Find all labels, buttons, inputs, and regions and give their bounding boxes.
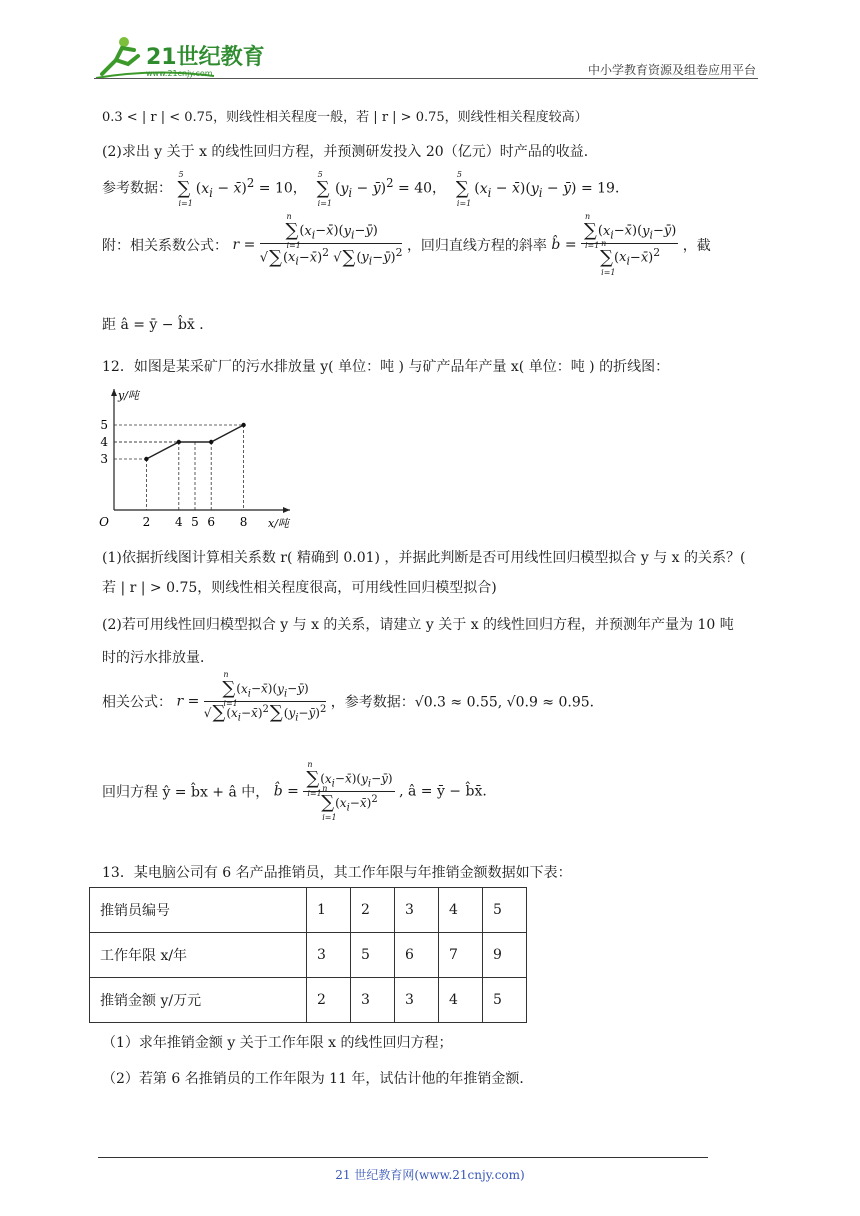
q12-b-formula: ∑ n i=1 $(x_i-x̄)(y_i-ȳ)$ ∑ n i=1 $(x_i-x̄)^2$ <box>303 770 394 813</box>
q12-part2a: (2)若可用线性回归模型拟合 y 与 x 的关系，请建立 y 关于 x 的线性回归方程，并预测年产量为 10 吨 <box>102 617 734 633</box>
q12-r-formula: ∑ n i=1 $(x_i-x̄)(y_i-ȳ)$ $√\sum(x_i-x̄)^2\sum(y_i-ȳ)^2$ <box>203 670 327 724</box>
data-point <box>177 440 181 444</box>
runner-icon <box>94 34 264 82</box>
x-axis-label: x/吨 <box>268 517 289 530</box>
logo-subtext: www.21cnjy.com <box>146 69 213 78</box>
table-cell: 9 <box>483 933 527 978</box>
table-cell: 5 <box>351 933 395 978</box>
ref-label: 参考数据： <box>102 180 172 197</box>
slope-formula: ∑ n i=1 $(x_i-x̄)(y_i-ȳ)$ ∑ n i=1 $(x_i-x̄)^2$ <box>581 222 678 268</box>
reg-tail: , â = ȳ − b̂x̄. <box>399 783 487 800</box>
y-axis-label: y/吨 <box>118 389 139 402</box>
formula-label: 附：相关系数公式： <box>102 238 228 255</box>
q11-formula-line: 附：相关系数公式： r = ∑ n i=1 $(x_i-x̄)(y_i-ȳ)$ $√\sum(x_i-x̄)^2$ $√\sum(y_i-ȳ)^2$ ，回归直线方程的斜率 b̂ = ∑ n i=1 $(x_i-x̄)(y_i-ȳ)$ ∑ n i=1 $(x_i-x̄)^2$ ，截 <box>102 212 711 277</box>
q11-line1: 0.3 < | r | < 0.75，则线性相关程度一般，若 | r | > 0.75，则线性相关程度较高） <box>102 110 588 125</box>
ref-value-1: = 10， <box>258 180 307 197</box>
y-tick-label: 5 <box>100 418 108 432</box>
table-cell: 3 <box>351 978 395 1023</box>
q12-stem: 12．如图是某采矿厂的污水排放量 y( 单位：吨 ) 与矿产品年产量 x( 单位：吨 ) 的折线图： <box>102 359 670 375</box>
slope-text: ，回归直线方程的斜率 <box>406 238 547 255</box>
table-row-header: 推销金额 y/万元 <box>90 978 307 1023</box>
table-cell: 7 <box>439 933 483 978</box>
x-tick-label: 8 <box>239 515 248 529</box>
q11-reference-data: 参考数据： ∑ 5 i=1 ($x_i$ − x̄)$^2$ = 10， ∑ 5 i=1 ($y_i$ − ȳ)$^2$ = 40， ∑ 5 i=1 ($x_i$ − $x̄)(y_i$ − ȳ) = 19． <box>102 169 629 208</box>
y-axis-arrow <box>111 389 117 396</box>
table-cell: 6 <box>395 933 439 978</box>
header-platform-text: 中小学教育资源及组卷应用平台 <box>587 63 756 77</box>
q13-part1: （1）求年推销金额 y 关于工作年限 x 的线性回归方程； <box>102 1035 453 1051</box>
table-row <box>90 888 527 933</box>
footer-divider <box>98 1157 708 1158</box>
y-tick-label: 3 <box>100 452 108 466</box>
table-cell: 5 <box>483 888 527 933</box>
q12-part1b: 若 | r | > 0.75，则线性相关程度很高，可用线性回归模型拟合) <box>102 580 497 596</box>
ref-value-2: = 40， <box>398 180 447 197</box>
table-cell: 4 <box>439 888 483 933</box>
q12-ref-text: ，参考数据：√0.3 ≈ 0.55, √0.9 ≈ 0.95． <box>330 694 604 711</box>
q12-part1a: (1)依据折线图计算相关系数 r( 精确到 0.01) ，并据此判断是否可用线性回归模型拟合 y 与 x 的关系？( <box>102 550 746 566</box>
table-row <box>90 933 527 978</box>
sales-table <box>89 887 527 1023</box>
table-row-header: 工作年限 x/年 <box>90 933 307 978</box>
q11-intercept: 距 â = ȳ − b̂x̄ ． <box>102 317 214 333</box>
ref-value-3: = 19． <box>580 180 629 197</box>
q12-regression-line: 回归方程 ŷ = b̂x + â 中， b̂ = ∑ n i=1 $(x_i-x̄)(y_i-ȳ)$ ∑ n i=1 $(x_i-x̄)^2$ , â = ȳ − b̂x̄. <box>102 760 487 823</box>
table-cell: 1 <box>307 888 351 933</box>
pollution-line-chart <box>98 383 298 533</box>
table-cell: 4 <box>439 978 483 1023</box>
origin-label: O <box>99 515 109 529</box>
data-point <box>209 440 213 444</box>
data-point <box>144 457 148 461</box>
q13-part2: （2）若第 6 名推销员的工作年限为 11 年，试估计他的年推销金额． <box>102 1071 534 1087</box>
table-cell: 3 <box>307 933 351 978</box>
site-logo <box>94 34 264 82</box>
table-row-header: 推销员编号 <box>90 888 307 933</box>
table-cell: 2 <box>307 978 351 1023</box>
q12-part2b: 时的污水排放量． <box>102 650 214 666</box>
q12-correlation-line: 相关公式： r = ∑ n i=1 $(x_i-x̄)(y_i-ȳ)$ $√\sum(x_i-x̄)^2\sum(y_i-ȳ)^2$ ，参考数据：√0.3 ≈ 0.55, √0.9 ≈ 0.95． <box>102 670 604 724</box>
logo-text: 21世纪教育 <box>146 45 264 70</box>
table-cell: 5 <box>483 978 527 1023</box>
y-tick-label: 4 <box>100 435 108 449</box>
x-tick-label: 4 <box>174 515 183 529</box>
q13-stem: 13．某电脑公司有 6 名产品推销员，其工作年限与年推销金额数据如下表： <box>102 865 572 881</box>
reg-label: 回归方程 ŷ = b̂x + â 中， <box>102 784 270 801</box>
x-tick-label: 5 <box>191 515 199 529</box>
x-axis-arrow <box>283 507 290 513</box>
table-cell: 3 <box>395 888 439 933</box>
table-cell: 3 <box>395 978 439 1023</box>
x-tick-label: 2 <box>142 515 151 529</box>
table-row <box>90 978 527 1023</box>
table-cell: 2 <box>351 888 395 933</box>
correlation-formula: ∑ n i=1 $(x_i-x̄)(y_i-ȳ)$ $√\sum(x_i-x̄)^2$ $√\sum(y_i-ȳ)^2$ <box>259 212 403 269</box>
q11-part2: (2)求出 y 关于 x 的线性回归方程，并预测研发投入 20（亿元）时产品的收益． <box>102 144 598 160</box>
header-divider <box>94 78 758 79</box>
cut-text: ，截 <box>682 238 711 255</box>
rel-label: 相关公式： <box>102 694 172 711</box>
data-point <box>241 423 245 427</box>
x-tick-label: 6 <box>207 515 216 529</box>
footer-text: 21 世纪教育网(www.21cnjy.com) <box>335 1168 525 1182</box>
